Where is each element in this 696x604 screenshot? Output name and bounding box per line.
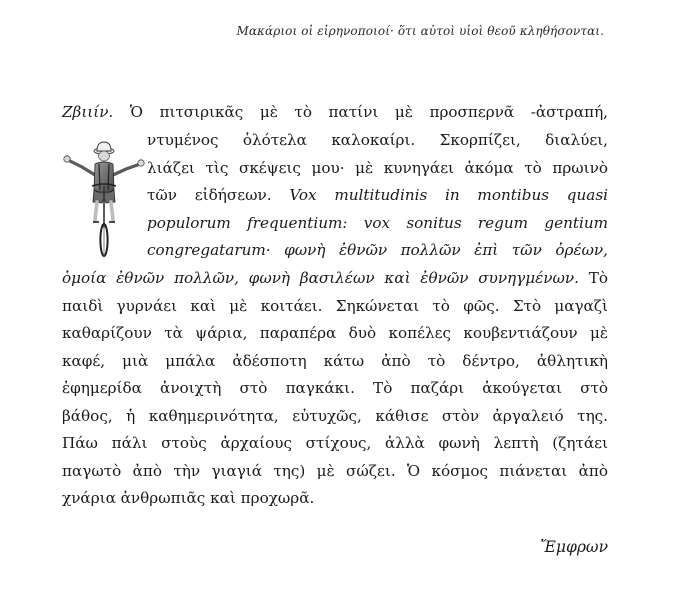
body-line-11: ἐφημερίδα ἀνοιχτὴ στὸ παγκάκι. Τὸ παζάρι ἀκούγεται στὸ [62,379,608,397]
body-line-6: congregatarum· φωνὴ ἐθνῶν πολλῶν ἐπὶ τῶν ὀρέων, [147,241,608,259]
body-line-5: populorum frequentium: vox sonitus regum gentium [147,214,608,232]
body-line-12: βάθος, ἡ καθημερινότητα, εὐτυχῶς, κάθισε στὸν ἀργαλειό της. [62,407,608,425]
body-line-14: παγωτὸ ἀπὸ τὴν γιαγιά της) μὲ σώζει. Ὁ κόσμος πιάνεται ἀπὸ [62,462,608,480]
body-line-1-lead: Ζβιιίν. [62,103,114,121]
body-line-7-plain: Τὸ [578,269,608,287]
boy-on-bicycle-illustration [62,140,146,258]
body-line-13: Πάω πάλι στοὺς ἀρχαίους στίχους, ἀλλὰ φωνὴ λεπτὴ (ζητάει [62,434,608,452]
body-line-1-rest: Ὁ πιτσιρικᾶς μὲ τὸ πατίνι μὲ προσπερνᾶ -ἀστραπή, [113,103,608,121]
author-signature: Ἔμφρων [540,538,608,556]
body-line-4-latin: Vox multitudinis in montibus quasi [289,186,608,204]
body-line-8: παιδὶ γυρνάει καὶ μὲ κοιτάει. Σηκώνεται τὸ φῶς. Στὸ μαγαζὶ [62,297,608,315]
body-line-15: χνάρια ἀνθρωπιᾶς καὶ προχωρᾶ. [62,489,315,507]
body-line-9: καθαρίζουν τὰ ψάρια, παραπέρα δυὸ κοπέλες κουβεντιάζουν μὲ [62,324,608,342]
body-line-2: ντυμένος ὁλότελα καλοκαίρι. Σκορπίζει, διαλύει, [147,131,608,149]
body-line-4 [147,186,608,204]
body-line-3: λιάζει τὶς σκέψεις μου· μὲ κυνηγάει ἀκόμα τὸ πρωινὸ [147,159,608,177]
body-line-7 [62,269,608,287]
body-line-1 [62,103,608,121]
body-line-4-plain: τῶν εἰδήσεων. [147,186,290,204]
body-line-7-quote: ὁμοία ἐθνῶν πολλῶν, φωνὴ βασιλέων καὶ ἐθνῶν συνηγμένων. [62,269,579,287]
epigraph: Μακάριοι οἱ εἰρηνοποιοί· ὅτι αὐτοὶ υἱοὶ θεοῦ κληθήσονται. [236,24,604,38]
body-line-10: καφέ, μιὰ μπάλα ἀδέσποτη κάτω ἀπὸ τὸ δέντρο, ἀθλητικὴ [62,352,608,370]
